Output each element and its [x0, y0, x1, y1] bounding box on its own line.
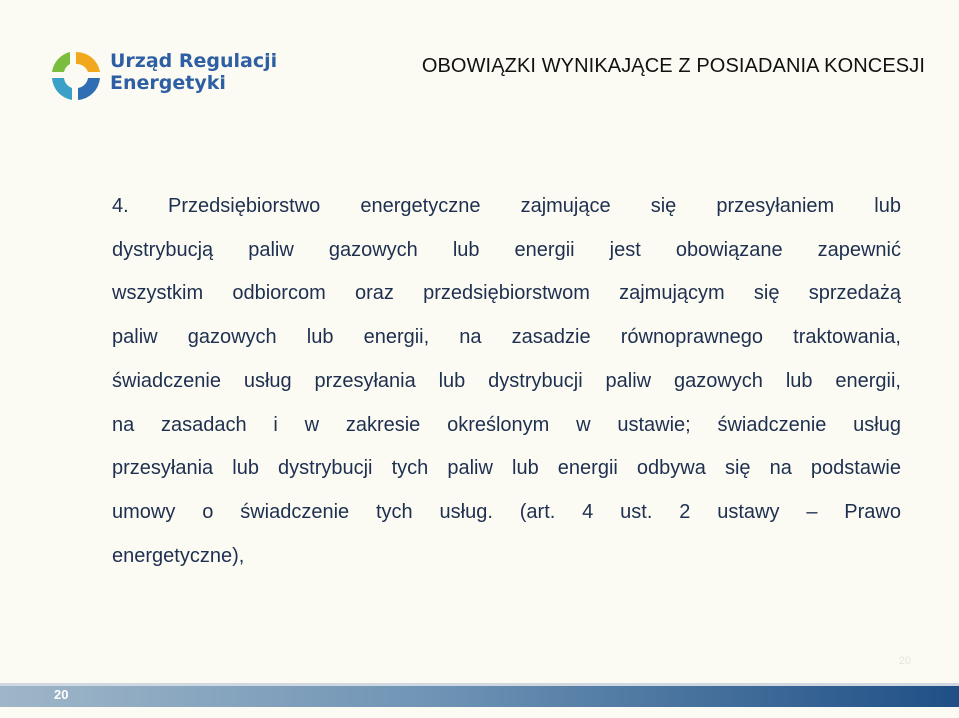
paragraph-line-6: na zasadach i w zakresie określonym w ustawie; świadczenie usług [112, 413, 901, 436]
item-number: 4. [112, 195, 129, 217]
footer-divider [0, 683, 959, 686]
page-number: 20 [54, 687, 69, 702]
logo [48, 48, 278, 108]
paragraph-line-8: umowy o świadczenie tych usług. (art. 4 ust. 2 ustawy – Prawo [112, 500, 901, 523]
paragraph-line-4: paliw gazowych lub energii, na zasadzie równoprawnego traktowania, [112, 326, 901, 349]
logo-line-2: Energetyki [110, 72, 226, 94]
page-title: OBOWIĄZKI WYNIKAJĄCE Z POSIADANIA KONCESJI [421, 55, 925, 77]
paragraph-line-9: energetyczne), [112, 544, 245, 567]
faint-page-number: 20 [898, 655, 911, 667]
paragraph-line-7: przesyłania lub dystrybucji tych paliw lub energii odbywa się na podstawie [112, 457, 901, 480]
paragraph-line-3: wszystkim odbiorcom oraz przedsiębiorstwom zajmującym się sprzedażą [112, 282, 901, 305]
footer-bar [0, 683, 959, 707]
paragraph-line-1 [112, 185, 901, 229]
body-paragraph [112, 185, 901, 578]
logo-wordmark [110, 50, 277, 94]
paragraph-line-1-text: Przedsiębiorstwo energetyczne zajmujące się przesyłaniem lub [168, 195, 901, 217]
logo-line-1: Urząd Regulacji [110, 50, 278, 72]
paragraph-line-5: świadczenie usług przesyłania lub dystrybucji paliw gazowych lub energii, [112, 369, 901, 392]
paragraph-line-2: dystrybucją paliw gazowych lub energii jest obowiązane zapewnić [112, 238, 901, 261]
ure-logo-icon [48, 48, 104, 104]
